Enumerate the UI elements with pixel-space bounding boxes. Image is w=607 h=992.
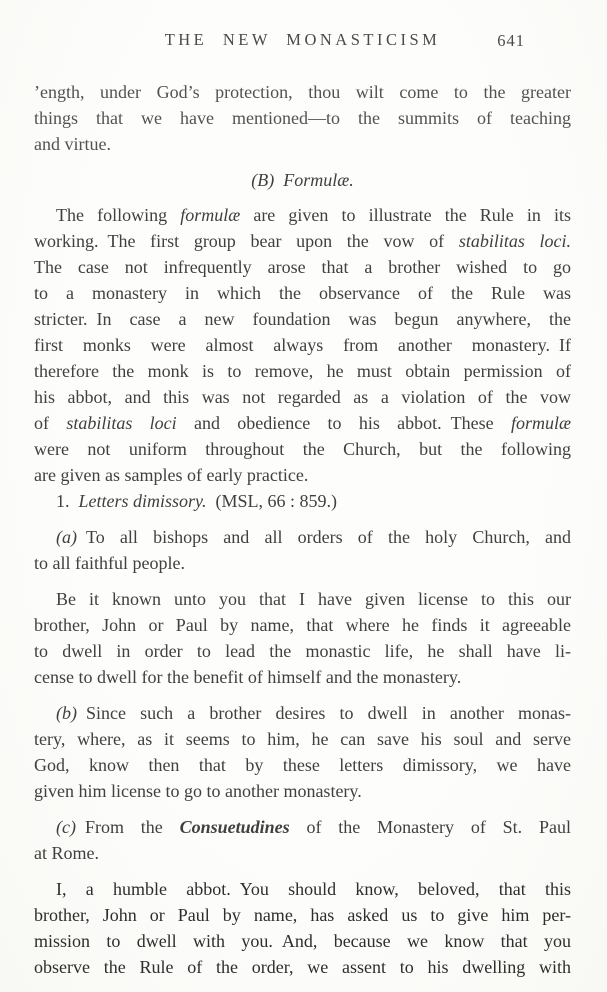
text-line [34,752,571,778]
text-line [34,550,571,576]
text-line [34,358,571,384]
text-run: given him license to go to another monastery. [34,781,362,801]
text-line [34,814,571,840]
text-line [34,384,571,410]
text-run: From the [75,817,180,837]
section-heading [34,167,571,193]
text-run: The following [56,205,181,225]
text-line [34,79,571,105]
text-run: cense to dwell for the benefit of himself and the monastery. [34,667,462,687]
text-run: I, a humble abbot. You should know, beloved, that this [56,879,571,899]
paragraph [34,814,571,866]
text-run: God, know then that by these letters dimissory, we have [34,755,571,775]
italic-run: formulæ [180,205,241,225]
text-line [34,202,571,228]
text-run: stricter. In case a new foundation was begun anywhere, the [34,309,571,329]
italic-run: Letters dimissory. [78,491,207,511]
text-line [34,332,571,358]
text-line [34,700,571,726]
text-run: observe the Rule of the order, we assent to his dwelling with [34,957,571,977]
text-run: at Rome. [34,843,99,863]
text-run: tery, where, as it seems to him, he can save his soul and serve [34,729,571,749]
text-line [34,436,571,462]
italic-run: (b) [56,703,77,723]
text-line [34,664,571,690]
paragraph [34,524,571,576]
paragraph [34,586,571,690]
text-run: To all bishops and all orders of the holy Church, and [77,527,571,547]
text-run: his abbot, and this was not regarded as a violation of the vow [34,387,571,407]
italic-run: Consuetudines [179,817,290,837]
text-run: 1. [56,491,79,511]
text-run: brother, John or Paul by name, has asked us to give him per- [34,905,571,925]
text-line [34,131,571,157]
text-run: were not uniform throughout the Church, but the following [34,439,571,459]
text-line [34,638,571,664]
text-line [34,876,571,902]
text-line [34,778,571,804]
text-run: and obedience to his abbot. These [176,413,511,433]
italic-run: (a) [56,527,77,547]
text-line [34,462,571,488]
text-run: brother, John or Paul by name, that where he finds it agreeable [34,615,571,635]
text-run: first monks were almost always from another monastery. If [34,335,571,355]
text-run: of the Monastery of St. Paul [289,817,571,837]
text-run: working. The first group bear upon the vow of [34,231,459,251]
paragraph [34,79,571,157]
text-run: to dwell in order to lead the monastic life, he shall have li- [34,641,571,661]
text-run: Be it known unto you that I have given license to this our [56,589,571,609]
text-line [34,840,571,866]
text-run: to a monastery in which the observance of the Rule was [34,283,571,303]
text-line [34,726,571,752]
text-run: (MSL, 66 : 859.) [206,491,338,511]
running-title: THE NEW MONASTICISM [164,30,441,49]
paragraph [34,876,571,980]
text-line [34,928,571,954]
italic-run: stabilitas loci [66,413,177,433]
text-run: therefore the monk is to remove, he must obtain permission of [34,361,571,381]
text-run: things that we have mentioned—to the summits of teaching [34,108,571,128]
page-content [34,79,571,980]
text-line [34,306,571,332]
italic-run: (c) [56,817,76,837]
text-line [34,228,571,254]
text-line [34,410,571,436]
text-run: and virtue. [34,134,111,154]
italic-run: stabilitas loci. [458,231,571,251]
text-line [34,280,571,306]
paragraph [34,202,571,514]
text-run: of [34,413,67,433]
text-line [34,902,571,928]
text-run: Since such a brother desires to dwell in another monas- [77,703,571,723]
page-number: 641 [497,31,525,50]
text-run: ’ength, under God’s protection, thou wilt come to the greater [34,82,571,102]
text-run: are given as samples of early practice. [34,465,309,485]
page-header [34,30,571,54]
text-line [34,954,571,980]
text-line [34,586,571,612]
text-run: are given to illustrate the Rule in its [240,205,571,225]
text-line [34,254,571,280]
text-line [34,488,571,514]
text-line [34,105,571,131]
text-line [34,612,571,638]
text-run: mission to dwell with you. And, because we know that you [34,931,571,951]
paragraph [34,700,571,804]
text-line [34,524,571,550]
text-line [34,167,571,193]
italic-run: formulæ [510,413,571,433]
text-run: to all faithful people. [34,553,185,573]
italic-run: (B) Formulæ. [251,170,354,190]
text-run: The case not infrequently arose that a brother wished to go [34,257,571,277]
